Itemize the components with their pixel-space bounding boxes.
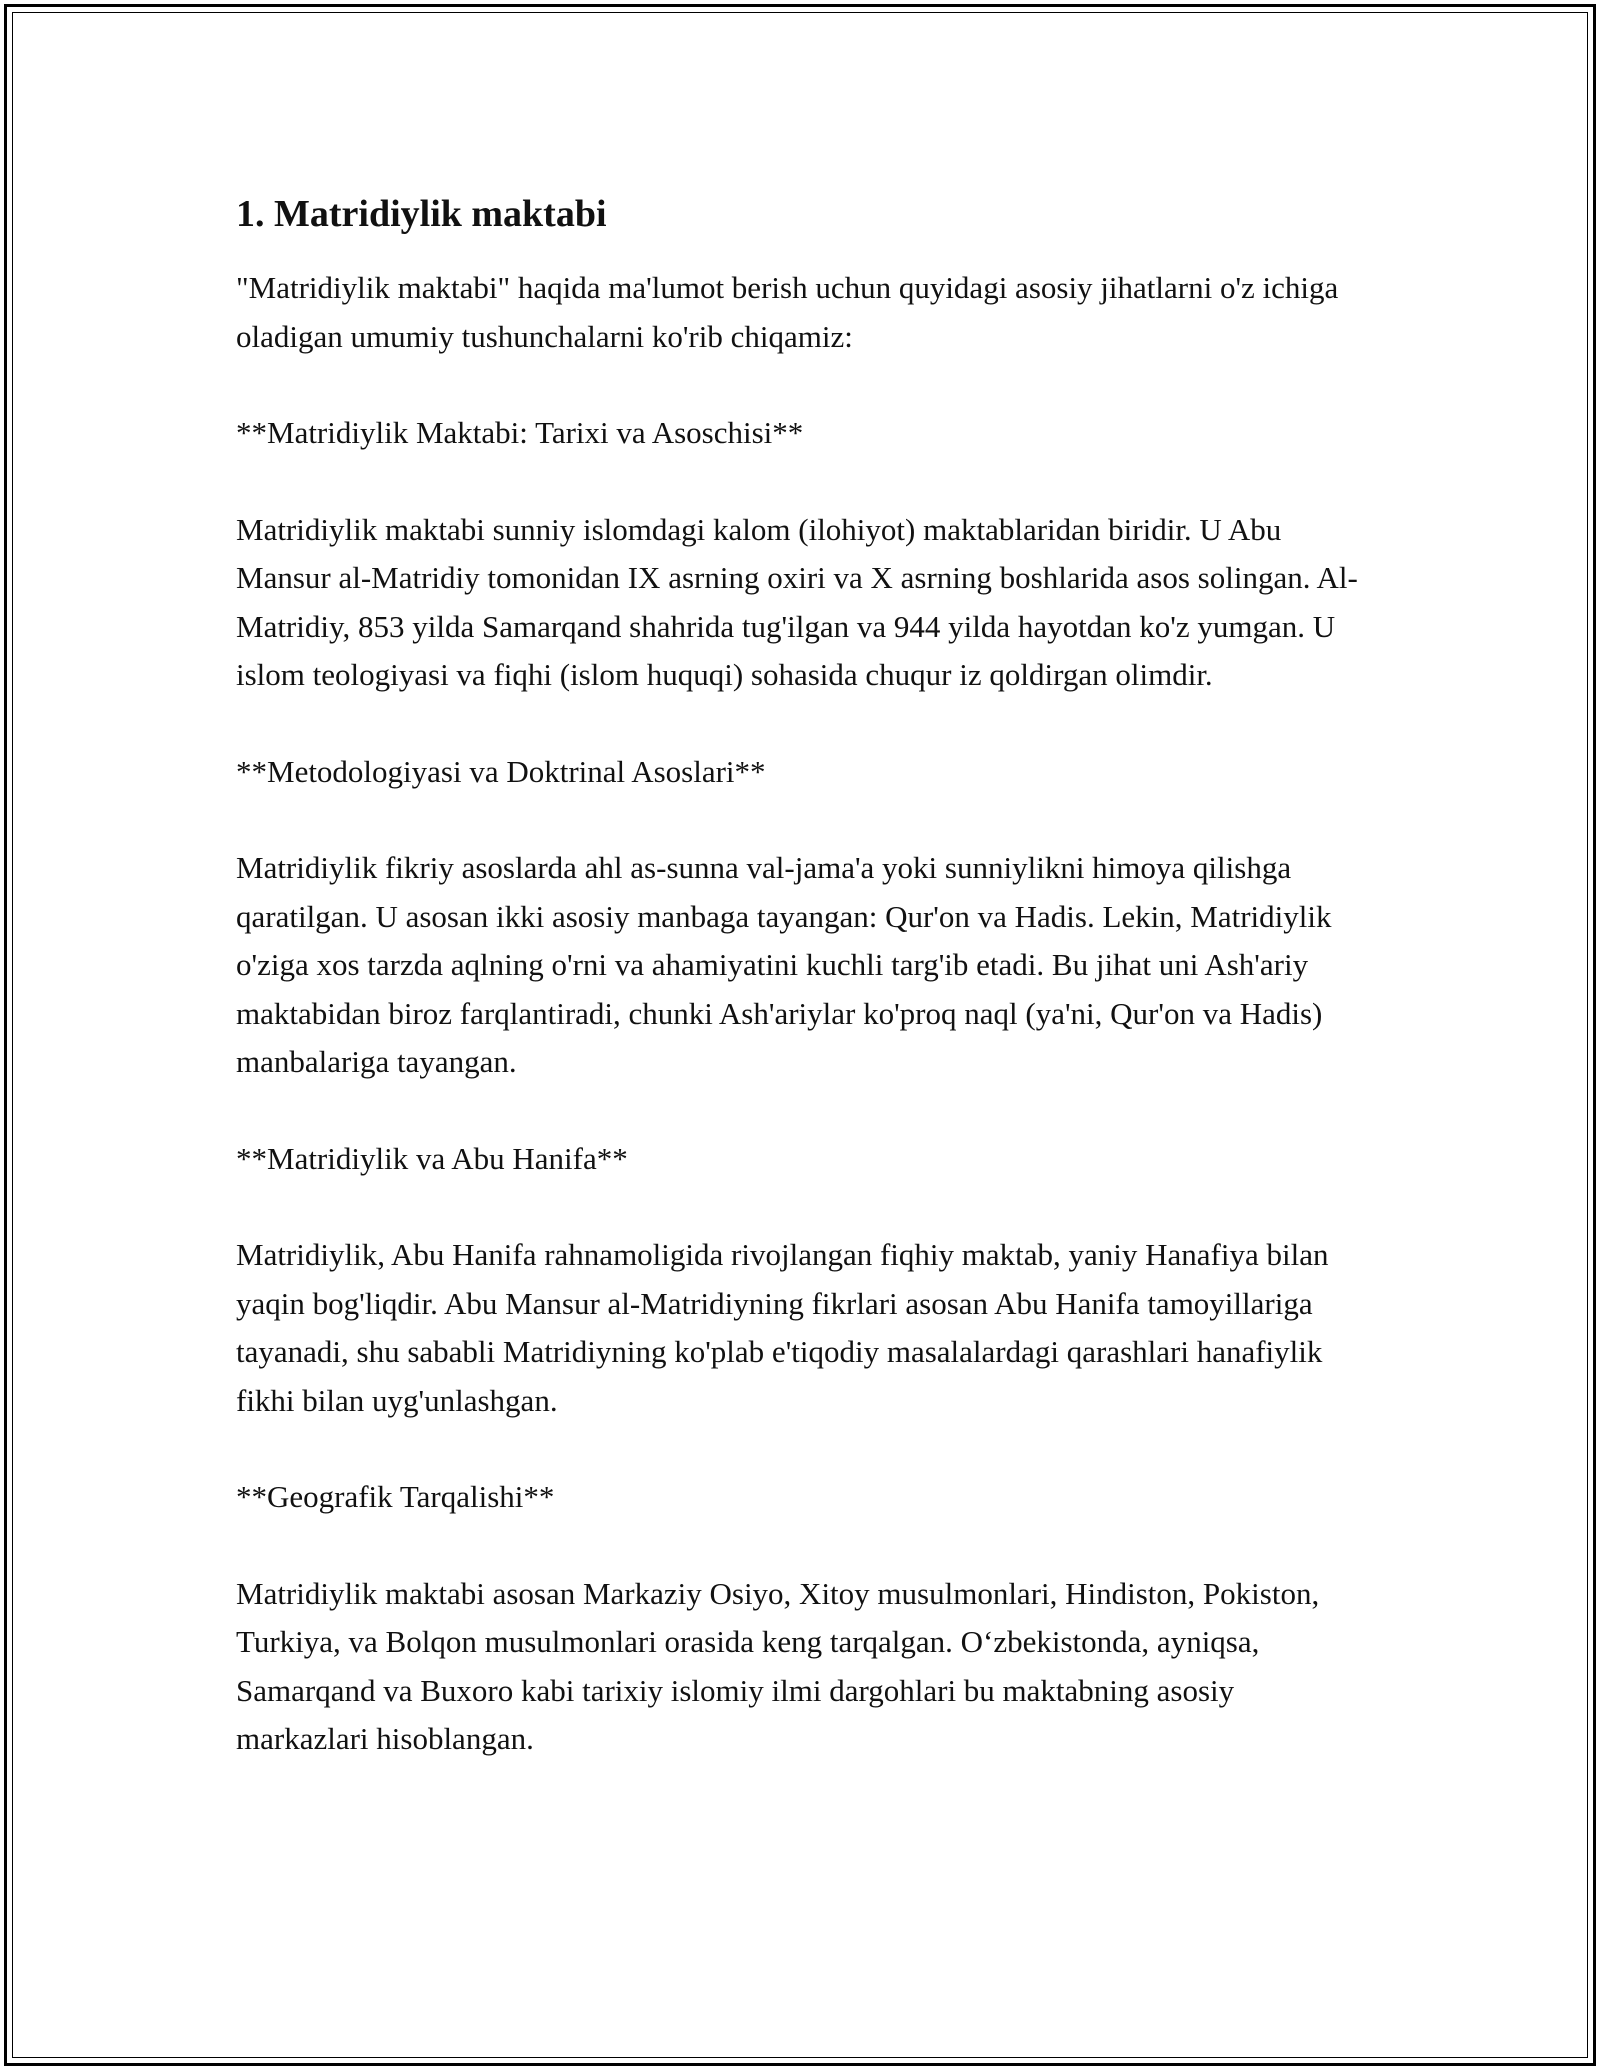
document-body <box>236 188 1376 1812</box>
abu-hanifa-paragraph: Matridiylik, Abu Hanifa rahnamoligida rivojlangan fiqhiy maktab, yaniy Hanafiya bilan yaqin bog'liqdir. Abu Mansur al-Matridiyning fikrlari asosan Abu Hanifa tamoyillariga tayanadi, shu sababli Matridiyning ko'plab e'tiqodiy masalalardagi qarashlari hanafiylik fikhi bilan uyg'unlashgan. <box>236 1237 1329 1418</box>
geography-paragraph: Matridiylik maktabi asosan Markaziy Osiyo, Xitoy musulmonlari, Hindiston, Pokiston, Turkiya, va Bolqon musulmonlari orasida keng tarqalgan. O‘zbekistonda, ayniqsa, Samarqand va Buxoro kabi tarixiy islomiy ilmi dargohlari bu maktabning asosiy markazlari hisoblangan. <box>236 1575 1320 1756</box>
section-heading-geography: **Geografik Tarqalishi** <box>236 1479 555 1514</box>
methodology-paragraph: Matridiylik fikriy asoslarda ahl as-sunna val-jama'a yoki sunniylikni himoya qilishga qaratilgan. U asosan ikki asosiy manbaga tayangan: Qur'on va Hadis. Lekin, Matridiylik o'ziga xos tarzda aqlning o'rni va ahamiyatini kuchli targ'ib etadi. Bu jihat uni Ash'ariy maktabidan biroz farqlantiradi, chunki Ash'ariylar ko'proq naql (ya'ni, Qur'on va Hadis) manbalariga tayangan. <box>236 850 1332 1079</box>
history-paragraph: Matridiylik maktabi sunniy islomdagi kalom (ilohiyot) maktablaridan biridir. U Abu Mansur al-Matridiy tomonidan IX asrning oxiri va X asrning boshlarida asos solingan. Al-Matridiy, 853 yilda Samarqand shahrida tug'ilgan va 944 yilda hayotdan ko'z yumgan. U islom teologiyasi va fiqhi (islom huquqi) sohasida chuqur iz qoldirgan olimdir. <box>236 511 1358 692</box>
intro-paragraph: "Matridiylik maktabi" haqida ma'lumot berish uchun quyidagi asosiy jihatlarni o'z ichiga oladigan umumiy tushunchalarni ko'rib chiqamiz: <box>236 270 1339 354</box>
section-heading-methodology: **Metodologiyasi va Doktrinal Asoslari** <box>236 753 766 789</box>
document-title: 1. Matridiylik maktabi <box>236 193 607 235</box>
section-heading-abu-hanifa: **Matridiylik va Abu Hanifa** <box>236 1140 628 1176</box>
section-heading-history: **Matridiylik Maktabi: Tarixi va Asoschisi** <box>236 415 804 450</box>
